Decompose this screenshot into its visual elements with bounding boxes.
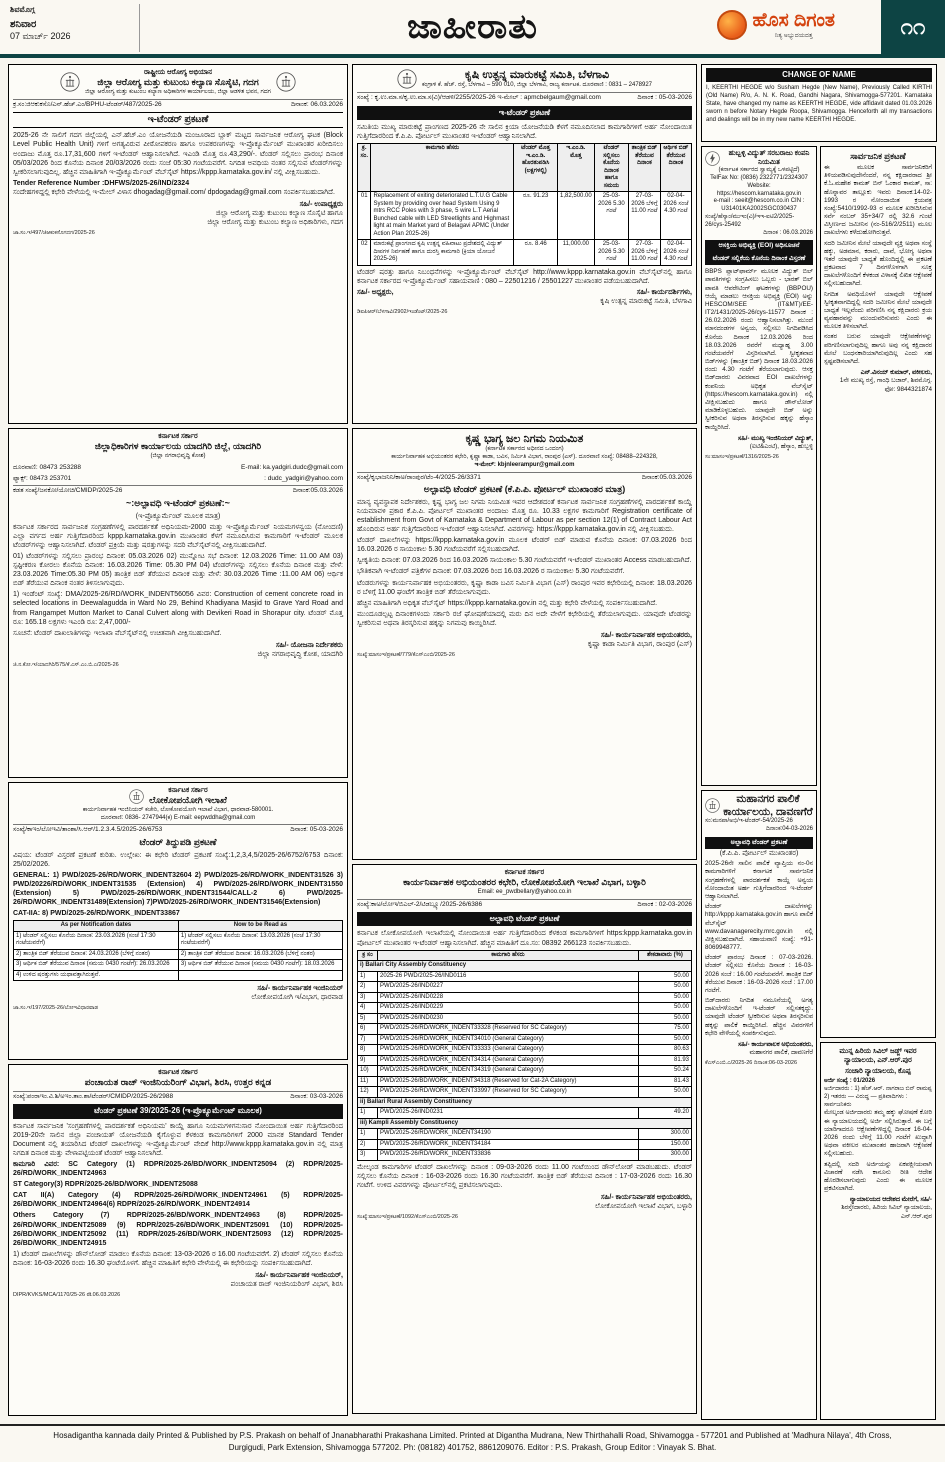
signature-line2: (ಐಟಿ&ಎಂಟಿ), ಹೆಸ್ಕಾಂ, ಹುಬ್ಬಳ್ಳಿ [749, 442, 813, 450]
correction-table [13, 920, 343, 981]
office-email: ಇ-ಮೇಲ್: kbjnleerampur@gmail.com [474, 461, 575, 468]
body-paragraph: ಸದರಿ ಜಮೀನಿನ ಮೇಲೆ ಯಾವುದೇ ವ್ಯಕ್ತಿ ಅಥವಾ ಸಂಸ್ಥೆ ಹಕ್ಕು, ಅಡಮಾನ, ಕರಾರು, ದಾವೆ, ಭೋಗ್ಯ ಅಥವಾ ಇತರೆ ಯಾವುದೇ ಬಾಧ್ಯತೆ ಹೊಂದಿದ್ದಲ್ಲಿ ಈ ಪ್ರಕಟಣೆ ಪ್ರಕಟವಾದ 7 ದಿನಗಳೊಳಗಾಗಿ ಸೂಕ್ತ ದಾಖಲೆಗಳೊಂದಿಗೆ ಕೆಳಕಂಡ ವಿಳಾಸಕ್ಕೆ ಲಿಖಿತ ಆಕ್ಷೇಪಣೆ ಸಲ್ಲಿಸಬಹುದಾಗಿದೆ. [824, 239, 932, 288]
signature-line2: ಜಿಲ್ಲಾ ಆರೋಗ್ಯ ಮತ್ತು ಕುಟುಂಬ ಕಲ್ಯಾಣ ಸೊಸೈಟಿ ಹಾಗೂ [215, 210, 343, 218]
karnataka-emblem-icon [276, 72, 296, 92]
office-contact: ದೂರವಾಣಿ: 0836- 2747944(ಕ) E-mail: eepwddha@gmail.com [100, 814, 256, 821]
signature-phone: ಫೋ: 9844321874 [884, 385, 932, 393]
tender-heading: ಅಲ್ಪಾವಧಿ ಟೆಂಡರ್ ಪ್ರಕಟಣೆ [357, 912, 692, 926]
tender-subheading: (ಇ-ಪ್ರೊಕ್ಯೂರ್ಮೆಂಟ್ ಮೂಲಕ ಮಾತ್ರ) [135, 512, 221, 520]
table-row: ii) Ballari Rural Assembly Constituency [358, 1097, 692, 1108]
email-cin: e-mail : seeit@hescom.co.in CIN : U31401KA2002SGC030437 [713, 198, 805, 213]
org-line: ಮಹಾನಗರ ಪಾಲಿಕೆ ಕಾರ್ಯಾಲಯ, ದಾವಣಗೆರೆ [723, 793, 813, 818]
body-paragraph: ಸ್ವೀಕೃತಿಯ ದಿನಾಂಕ: 07.03.2026 ರಿಂದ 16.03.2026 ಸಾಯಂಕಾಲ 5.30 ಗಂಟೆಯವರೆಗೆ ಇ-ಟೆಂಡರ್ ಮುಖಾಂತರ Access ಮಾಡಬಹುದಾಗಿದೆ. [357, 557, 692, 565]
table-row: 8) PWD/2025-26/RD/WORK_INDENT33333 (General Category) 80.63 [358, 1045, 692, 1056]
tender-heading: ಅಲ್ಪಾವಧಿ ಟೆಂಡರ್ ಪ್ರಕಟಣೆ (ಕೆ.ಪಿ.ಪಿ. ಪೋರ್ಟಲ್ ಮುಖಾಂತರ ಮಾತ್ರ) [423, 484, 626, 495]
body-paragraph: ಕರ್ನಾಟಕ ಸರ್ಕಾರದ ಸಾರ್ವಜನಿಕ ಸಂಗ್ರಹಣೆಗಳಲ್ಲಿ ಪಾರದರ್ಶಕತೆ ಅಧಿನಿಯಮ-2000 ಮತ್ತು ಇ-ಪ್ರೊಕ್ಯೂರ್ಮೆಂಟ್ ನಿಯಮಗಳನ್ವಯ (ನೋಂದಣಿ) ಎಲ್ಲಾ ವರ್ಗದ ಅರ್ಹ ಗುತ್ತಿಗೆದಾರರಿಂದ kppp.karnataka.gov.in ಮುಖಾಂತರ ಕೆಳಗೆ ನಮೂದಿಸಿರುವ ಕಾಮಗಾರಿಗೆ ಇ-ಟೆಂಡರ್ ಮೂಲಕ ಟೆಂಡರ್‌ಗಳನ್ನು ಆಹ್ವಾನಿಸಲಾಗಿದೆ. ಟೆಂಡರ್ ಪ್ರಕ್ರಿಯೆ ಮತ್ತು ಷರತ್ತುಗಳನ್ನು ಸದರಿ ವೆಬ್‌ಸೈಟ್‌ನಲ್ಲಿ ವೀಕ್ಷಿಸಬಹುದಾಗಿದೆ. [13, 523, 343, 549]
org-line: ಲೋಕೋಪಯೋಗಿ ಇಲಾಖೆ [149, 795, 227, 806]
ref-number: ಕಡತ ಸಂಖ್ಯೆ/ಜನಕೋ/ಯೋಚಿ/CMIDP/2025-26 [13, 487, 123, 495]
table-row: 6) PWD/2025-26/RD/WORK_INDENT33328 (Reserved for SC Category) 75.00 [358, 1024, 692, 1035]
signature-line2: ಕೃಷ್ಣಾ ಕಾಡಾ ನಿರ್ಮಿತಿ ವಿಭಾಗ, ರಾಂಪುರ (ಎಸ್) [587, 641, 692, 649]
ref-date: ದಿನಾಂಕ:04-03-2026 [765, 825, 813, 832]
body-paragraph: ಟೆಂಡರ್ ಪ್ರಾರಂಭ ದಿನಾಂಕ : 07-03-2026. ಟೆಂಡರ್ ಸಲ್ಲಿಸಲು ಕೊನೆಯ ದಿನಾಂಕ : 16-03-2026 ಸಂಜೆ : 16.00 ಗಂಟೆಯವರೆಗೆ. ತಾಂತ್ರಿಕ ಬಿಡ್ ತೆರೆಯುವ ದಿನಾಂಕ : 16-03-2026 ಸಂಜೆ : 17.00 ಗಂಟೆಗೆ. [705, 954, 813, 994]
org-line3: ಜಿಲ್ಲಾ ಆರೋಗ್ಯ ಮತ್ತು ಕುಟುಂಬ ಕಲ್ಯಾಣ ಅಧಿಕಾರಿಗಳ ಕಾರ್ಯಾಲಯ, ಜಿಲ್ಲಾ ಆಡಳಿತ ಭವನ, ಗದಗ [85, 88, 271, 95]
works-table [357, 950, 692, 1161]
body-paragraph: ಕರ್ನಾಟಕ ಸಾರ್ವಜನಿಕ 'ಸಂಗ್ರಹಣೆಗಳಲ್ಲಿ ಪಾರದರ್ಶಕತೆ ಅಧಿನಿಯಮ' ಕಾಯ್ದೆ ಹಾಗೂ ನಿಯಮಗಳಿಗನುಸಾರ ನೋಂದಾಯಿತ ಅರ್ಹ ಗುತ್ತಿಗೆದಾರರಿಂದ 2019-20ನೇ ಸಾಲಿನ ಜಿಲ್ಲಾ ಪಂಚಾಯತ್ ಯೋಜನೆಯಡಿ ಕೈಗೊಳ್ಳುವ ಕೆಳಕಂಡ ಕಾಮಗಾರಿಗಳಿಗೆ 2000 ಮಾನಕ Standard Tender Document ನಲ್ಲಿ ತಯಾರಿಸಿದ ಟೆಂಡರ್ ದಾಖಲೆಗಳನ್ನು ಇ-ಪ್ರೊಕ್ಯೂರ್ಮೆಂಟ್ ವೇದಿಕೆ http://www.kppp.karnataka.gov.in ನಲ್ಲಿ ಮಾತ್ರ ನಿಗದಿತ ದಿನಾಂಕ ಮತ್ತು ವೇಳಾಪಟ್ಟಿಯಂತೆ ಟೆಂಡರ್ ಆಹ್ವಾನಿಸಲಾಗಿದೆ. [13, 1122, 343, 1157]
column-header: ಇ.ಎಂ.ಡಿ. ಮೊತ್ತ [557, 144, 594, 192]
column-header: ಕ್ರ ಸಂ [358, 950, 378, 961]
sun-logo-icon [717, 10, 747, 40]
body-paragraph: ಹೆಚ್ಚಿನ ಮಾಹಿತಿಗಾಗಿ ಅಧಿಕೃತ ವೆಬ್‌ಸೈಟ್ https://kppp.karnataka.gov.in ನಲ್ಲಿ ಮತ್ತು ಕಛೇರಿ ವೇಳೆಯಲ್ಲಿ ಸಂಪರ್ಕಿಸಬಹುದಾಗಿದೆ. [357, 599, 658, 607]
schedule-paragraph: 1) ಟೆಂಡರ್ ದಾಖಲೆಗಳನ್ನು ಡೌನ್‌ಲೋಡ್ ಮಾಡಲು ಕೊನೆಯ ದಿನಾಂಕ: 13-03-2026 ರ 16.00 ಗಂಟೆಯವರೆಗೆ. 2) ಟೆಂಡರ್ ಸಲ್ಲಿಸಲು ಕೊನೆಯ ದಿನಾಂಕ: 16-03-2026 ರಂದು 16.30 ಘಂಟೆಯೊಳಗೆ. ಹೆಚ್ಚಿನ ಮಾಹಿತಿಗೆ ಕಛೇರಿ ವೇಳೆಯಲ್ಲಿ ಈ ಕಛೇರಿಯನ್ನು ಸಂಪರ್ಕಿಸಬಹುದಾಗಿದೆ. [13, 1250, 343, 1267]
body-text [13, 523, 343, 638]
body-paragraph: 1) ಇಂಡೆಂಟ್ ಸಂಖ್ಯೆ: DMA/2025-26/RD/WORK_INDENT56056 ವಿವರ: Construction of cement concrete road in selected locations in Deewalagudda in Ward No 29, Behind Khadiyana Masjid to Grave Yard Road and from Rangampet Mutton Market to Canal Culvert along with Devikeri Road in Shorapur city. ಟೆಂಡರ್ ಮೊತ್ತ ರೂ: 165.18 ಲಕ್ಷಗಳು ಇಎಂಡಿ ರೂ: 2,47,000/- [13, 591, 343, 626]
signature-line1: ಸಹಿ/- ಕಾರ್ಯಪಾಲಕ ಅಭಿಯಂತರರು, [738, 1040, 813, 1048]
advert-ref: ಜಾ.ಸಂ.ಇ/497/ಜಿಆಕುಕಸೊಗದಗ/2025-26 [13, 230, 95, 237]
table-row: 3) ಆರ್ಥಿಕ ಬಿಡ್ ತೆರೆಯುವ ದಿನಾಂಕ (ಸಮಯ 0430 ಗಂಟೆಗೆ): 26.03.2026 3) ಆರ್ಥಿಕ ಬಿಡ್ ತೆರೆಯುವ ದಿನಾಂಕ (ಸಮಯ 0430 ಗಂಟೆಗೆ): 18.03.2026 [14, 960, 343, 971]
tender-heading: ಇ-ಟೆಂಡರ್ ಪ್ರಕಟಣೆ [357, 106, 692, 120]
body-paragraph: ಮುಂದೂಡಲ್ಪಟ್ಟ ದಿನಾಂಕಗಳಂದು ಸರ್ಕಾರಿ ರಜೆ ಘೋಷಣೆಯಾದಲ್ಲಿ ಮರು ದಿನ ಅದೇ ವೇಳೆಗೆ ಕಛೇರಿಯಲ್ಲಿ ತೆರೆಯಲಾಗುವುದು. ಯಾವುದೇ ಟೆಂಡರನ್ನು ಸ್ವೀಕರಿಸುವ ಅಥವಾ ತಿರಸ್ಕರಿಸುವ ಹಕ್ಕನ್ನು ನಿಗಮವು ಕಾಯ್ದಿರಿಸಿದೆ. [357, 610, 692, 627]
intro-paragraph: ವಿಷಯ: ಟೆಂಡರ್ ವಿಸ್ತರಣೆ ಪ್ರಕಟಣೆ ಕುರಿತು. ಉಲ್ಲೇಖ: ಈ ಕಛೇರಿ ಟೆಂಡರ್ ಪ್ರಕಟಣೆ ಸಂಖ್ಯೆ:1,2,3,4,5/2025-26/6752/6753 ದಿನಾಂಕ: 25/02/2026. [13, 851, 343, 868]
body-paragraph: ಬಿಡ್‌ದಾರರು ನಿಗದಿತ ನಮೂನೆಯಲ್ಲಿ ಅಗತ್ಯ ದಾಖಲೆಗಳೊಂದಿಗೆ ಇ-ಟೆಂಡರ್ ಸಲ್ಲಿಸತಕ್ಕದ್ದು. ಯಾವುದೇ ಟೆಂಡರ್ ಸ್ವೀಕರಿಸುವ ಅಥವಾ ತಿರಸ್ಕರಿಸುವ ಹಕ್ಕನ್ನು ಪಾಲಿಕೆ ಕಾಯ್ದಿರಿಸಿದೆ. ಹೆಚ್ಚಿನ ವಿವರಗಳಿಗೆ ಕಛೇರಿ ವೇಳೆಯಲ್ಲಿ ಸಂಪರ್ಕಿಸುವುದು. [705, 997, 813, 1037]
body-paragraph: ಟೆಂಡರ್ ದಾಖಲೆಗಳನ್ನು https://kppp.karnataka.gov.in ಮೂಲಕ ಟೆಂಡರ್ ಬಿಡ್ ಮಾಡುವ ಕೊನೆಯ ದಿನಾಂಕ: 07.03.2026 ರಿಂದ 16.03.2026 ರ ಸಾಯಂಕಾಲ 5.30 ಗಂಟೆಯವರೆಗೆ ಸಲ್ಲಿಸಬಹುದಾಗಿದೆ. [357, 537, 692, 554]
org-sub: (ಜಿಲ್ಲಾ ನಗರಾಭಿವೃದ್ಧಿ ಕೋಶ) [150, 452, 206, 459]
signature-line1: ಸಹಿ/- ಕಾರ್ಯನಿರ್ವಾಹಕ ಇಂಜಿನಿಯರ್, [255, 1272, 343, 1280]
brand-tagline: ನಿತ್ಯ ಅಭ್ಯುದಯದತ್ತ [774, 33, 813, 39]
table-row: iii) Kampli Assembly Constituency [358, 1118, 692, 1129]
ref-date: ದಿನಾಂಕ : 02-03-2026 [637, 900, 692, 908]
body-paragraph: ಟೆಂಡರುಗಳನ್ನು ಕಾರ್ಯನಿರ್ವಾಹಕ ಅಭಿಯಂತರರು, ಕೃಷ್ಣಾ ಕಾಡಾ ಬವಿಸ ನಿರ್ಮಿತಿ ವಿಭಾಗ (ಎಸ್) ರಾಂಪುರ ಇವರ ಕಛೇರಿಯಲ್ಲಿ ದಿನಾಂಕ: 18.03.2026 ರ ಬೆಳಿಗ್ಗೆ 11.00 ಘಂಟೆಗೆ ತಾಂತ್ರಿಕ ಬಿಡ್ ತೆರೆಯಲಾಗುವುದು. [357, 579, 692, 596]
ref-date: ದಿನಾಂಕ : 06.03.2026 [763, 229, 813, 236]
tender-subheading: (ಕೆ.ಪಿ.ಪಿ. ಪೋರ್ಟಲ್ ಮುಖಾಂತರ) [719, 850, 799, 858]
body-paragraph: BBPS ಪ್ಲಾಟ್‌ಫಾರ್ಮ್ ಮೂಲಕ ವಿದ್ಯುತ್ ಬಿಲ್ ಪಾವತಿಗಳನ್ನು ಸಂಗ್ರಹಿಸಲು ಒಬ್ಬರು - ಭಾರತ್ ಬಿಲ್ ಪಾವತಿ ಆಪರೇಟಿಂಗ್ ಘಟಕಗಳನ್ನು (BBPOU) ಆಯ್ಕೆ ಮಾಡಲು ಆಸಕ್ತಿಯ ಅಭಿವ್ಯಕ್ತಿ (EOI) ಅನ್ನು HESCOM/SEE (IT&MT)/EE-IT2/1431/2025-26/cys-11577 ದಿನಾಂಕ : 26.02.2026 ರಂದು ಆಹ್ವಾನಿಸಲಾಗಿತ್ತು. ಮುಂದೆ ಮಾನದಂಡಗಳ ಅನ್ವಯ, ಸಲ್ಲಿಸಲು ನಿಗದಿಪಡಿಸಿದ ಕೊನೆಯ ದಿನಾಂಕ 12.03.2026 ರಿಂದ 18.03.2026 ರವರೆಗೆ ಮಧ್ಯಾಹ್ನ 3.00 ಗಂಟೆಯವರೆಗೆ ವಿಸ್ತರಿಸಲಾಗಿದೆ. ಸ್ವೀಕೃತವಾದ ಬಿಡ್‌ಗಳನ್ನು (ತಾಂತ್ರಿಕ ಬಿಡ್) ದಿನಾಂಕ 18.03.2026 ರಂದು 4.30 ಗಂಟೆಗೆ ತೆರೆಯಲಾಗುವುದು. ಆಸಕ್ತ ಬಿಡ್‌ದಾರರು ವಿವರವಾದ EOI ದಾಖಲೆಗಳನ್ನು ಕಂಪನಿಯ ಅಧಿಕೃತ ವೆಬ್‌ಸೈಟ್ (https://hescom.karnataka.gov.in) ನಲ್ಲಿ ವೀಕ್ಷಿಸಬಹುದು ಹಾಗೂ ಡೌನ್‌ಲೋಡ್ ಮಾಡಿಕೊಳ್ಳಬಹುದು. ಯಾವುದೇ ಬಿಡ್ ಅನ್ನು ಸ್ವೀಕರಿಸುವ ಅಥವಾ ತಿರಸ್ಕರಿಸುವ ಹಕ್ಕನ್ನು ಹೆಸ್ಕಾಂ ಕಾಯ್ದಿರಿಸಿದೆ. [705, 268, 813, 431]
ref-number: ಸಂಖ್ಯೆ/ಕಾಇಂ/ಲೋಇವಿ/ತಾಂಶಾ/ಸಿ.ಆರ್/1.2.3.4.5/2025-26/6753 [13, 826, 163, 834]
edition-date: 07 ಮಾರ್ಚ್ 2026 [10, 31, 71, 41]
table-row: 1) PWD/2025-26/IND0231 49.20 [358, 1108, 692, 1119]
phone: ದೂರವಾಣಿ: 08473 253288 [13, 463, 82, 471]
apmc-emblem-icon [397, 69, 417, 89]
right-subcolumn-right [820, 146, 936, 1424]
column-header: ಶೇಕಡಾವಾರು (%) [638, 950, 691, 961]
note-paragraph: ಟೆಂಡರ್ ಷರತ್ತು ಹಾಗೂ ನಿಬಂಧನೆಗಳನ್ನು ಇ-ಪ್ರೊಕ್ಯೂರ್ಮೆಂಟ್ ವೆಬ್‌ಸೈಟ್ http://www.kppp.karnataka.gov.in ವೆಬ್‌ಸೈಟ್‌ನಲ್ಲಿ ಹಾಗೂ ಕರ್ನಾಟಕ ಸರ್ಕಾರದ ಇ-ಪ್ರೊಕ್ಯೂರ್ಮೆಂಟ್ ಸಹಾಯವಾಣಿ : 080 – 22501216 / 25501227 ಮುಖಾಂತರ ಪಡೆಯಬಹುದಾಗಿದೆ. [357, 268, 692, 285]
advert-ref: ಡಿಐಪಿಆರ್/ಬೆಳಗಾವಿ/2902/ಇಂಡೆಂಟ್/2025-26 [357, 308, 448, 315]
eoi-heading-line1: ಆಸಕ್ತಿಯ ಅಭಿವ್ಯಕ್ತಿ (EOI) ಅಧಿಸೂಚನೆ [705, 240, 813, 252]
case-parties: ಅರ್ಜಿದಾರರು : 1) ಹೆಚ್.ಆರ್. ನಾಗರಾಜ ಬಿನ್ ರಾಮಪ್ಪ 2) ಇತರರು — ವಿರುದ್ಧ — ಪ್ರತಿವಾದಿಗಳು : ಸಾರ್ವಜನಿಕರು [824, 1086, 932, 1108]
table-row: 01 Replacement of exiting deteriorated L.T.U.G Cable System by providing over head System Using 9 mtrs RCC Poles with 3 phase, 5 wire L.T Aerial Bunched cable with LED Streetlights and Highmast light at main Market yard of Belagavi APMC (Under Action Plan 2025-26) ರೂ. 91.23 1,82,500.00 25-03-2026 5.30 ಗಂಟೆ 27-03-2026 ಬೆಳಿಗ್ಗೆ 11.00 ಗಂಟೆ 02-04-2026 ಸಂಜೆ 4.30 ಗಂಟೆ [358, 192, 692, 240]
body-text [824, 164, 932, 366]
tender-heading: ಅಲ್ಪಾವಧಿ ಟೆಂಡರ್ ಪ್ರಕಟಣೆ [705, 837, 813, 849]
signature-line1: ಸಹಿ/- ಉಪಾಧ್ಯಕ್ಷರು [299, 201, 343, 209]
st-category-indents: ST Category(3) RDPR/2025-26/BD/WORK_INDENT25088 [13, 1181, 198, 1189]
body-paragraph: ನಂತರ ಬರುವ ಯಾವುದೇ ಆಕ್ಷೇಪಣೆಗಳನ್ನು ಪರಿಗಣಿಸಲಾಗುವುದಿಲ್ಲ ಹಾಗೂ ಅವು ನನ್ನ ಕಕ್ಷಿದಾರರ ಮೇಲೆ ಬಂಧನಕಾರಿಯಾಗಿರುವುದಿಲ್ಲ ಎಂದು ಸಹ ಸ್ಪಷ್ಟಪಡಿಸಲಾಗಿದೆ. [824, 333, 932, 365]
office-address: ಕಂಗ್ರಾಳಿ ಕೆ. ಹೆಚ್. ರಸ್ತೆ, ಬೆಳಗಾವಿ – 590 010, ಜಿಲ್ಲಾ ಬೆಳಗಾವಿ, ರಾಜ್ಯ ಕರ್ನಾಟಕ. ದೂರವಾಣಿ : 0831 – 2478927 [421, 82, 653, 89]
page-number: ೧೧ [900, 14, 926, 39]
signature-org: ಕೃಷಿ ಉತ್ಪನ್ನ ಮಾರುಕಟ್ಟೆ ಸಮಿತಿ, ಬೆಳಗಾವಿ [600, 297, 692, 305]
works-table [357, 143, 692, 266]
intro-paragraph: ಕರ್ನಾಟಕ ಲೋಕೋಪಯೋಗಿ ಇಲಾಖೆಯಲ್ಲಿ ನೋಂದಾಯಿತ ಅರ್ಹ ಗುತ್ತಿಗೆದಾರರಿಂದ ಕೆಳಕಂಡ ಕಾಮಗಾರಿಗಳಿಗೆ https:kppp.karnataka.gov.in ಪೋರ್ಟಲ್ ಮುಖಾಂತರ ಇ-ಟೆಂಡರ್ ಆಹ್ವಾನಿಸಲಾಗಿದೆ. ಹೆಚ್ಚಿನ ಮಾಹಿತಿಗೆ ದೂ.ಸಂ: 08392 266123 ಸಂಪರ್ಕಿಸಬಹುದು. [357, 930, 692, 947]
ref-number: ಸಂ:ಮನಪಾ/ಅಭಿ/ಇ-ಟೆಂಡರ್-54/2025-26 [705, 818, 793, 825]
case-number: ಅರ್ಜಿ ಸಂಖ್ಯೆ : 01/2026 [824, 1078, 876, 1085]
website: Website: https://hescom.karnataka.gov.in [716, 182, 802, 197]
sc-category-indents: ಕಾಮಗಾರಿ ವಿವರ: SC Category (1) RDPR/2025-26/BD/WORK_INDENT25094 (2) RDPR/2025-26/RD/WORK_INDENT24963 [13, 1160, 343, 1178]
table-row: 3) PWD/2025-26/RD/WORK_INDENT33836 300.00 [358, 1150, 692, 1161]
email-note: ಸಂದೇಹಗಳಿದ್ದಲ್ಲಿ ಕಛೇರಿ ವೇಳೆಯಲ್ಲಿ ಇ-ಮೇಲ್ ವಿಳಾಸ dhogadag@gmail.com/ dpdogadag@gmail.com ಸಂಪರ್ಕಿಸಬಹುದಾಗಿದೆ. [13, 188, 335, 196]
table-row: 10) PWD/2025-26/RD/WORK_INDENT34319 (General Category) 50.24 [358, 1066, 692, 1077]
hescom-logo-icon [705, 151, 720, 166]
govt-emblem-icon [129, 789, 144, 804]
body-paragraph: 01) ಟೆಂಡರ್‌ಗಳನ್ನು ಸಲ್ಲಿಸಲು ಪ್ರಾರಂಭ ದಿನಾಂಕ: 05.03.2026 02) ಮುನ್ನೋಟ ಸಭೆ ದಿನಾಂಕ: 12.03.2026 Time: 11.00 AM 03) ಸ್ಪಷ್ಟೀಕರಣ ಕೋರಲು ಕೊನೆಯ ದಿನಾಂಕ: 16.03.2026 Time: 05.30 PM 04) ಟೆಂಡರ್‌ಗಳನ್ನು ಸಲ್ಲಿಸಲು ಕೊನೆಯ ದಿನಾಂಕ ಮತ್ತು ವೇಳೆ: 23.03.2026 Time:05.30 PM 05) ತಾಂತ್ರಿಕ ಬಿಡ್ ತೆರೆಯುವ ದಿನಾಂಕ ಮತ್ತು ವೇಳೆ: 30.03.2026 Time :11.00 AM 06) ಆರ್ಥಿಕ ಬಿಡ್ ತೆರೆಯುವ ದಿನಾಂಕ ನಂತರ ತಿಳಿಸಲಾಗುವುದು. [13, 552, 343, 588]
body-paragraph: ಮೇಲ್ಕಂಡ ಅರ್ಜಿದಾರರು ತಮ್ಮ ಹಕ್ಕು ಘೋಷಣೆ ಕೋರಿ ಈ ನ್ಯಾಯಾಲಯದಲ್ಲಿ ಅರ್ಜಿ ಸಲ್ಲಿಸಿರುತ್ತಾರೆ. ಈ ಬಗ್ಗೆ ಯಾರಿಗಾದರೂ ಆಕ್ಷೇಪಣೆಗಳಿದ್ದಲ್ಲಿ ದಿನಾಂಕ 16-04-2026 ರಂದು ಬೆಳಿಗ್ಗೆ 11.00 ಗಂಟೆಗೆ ಖುದ್ದಾಗಿ ಅಥವಾ ವಕೀಲರ ಮುಖಾಂತರ ಹಾಜರಾಗಿ ಆಕ್ಷೇಪಣೆ ಸಲ್ಲಿಸಬಹುದು. [824, 1109, 932, 1158]
ref-number: ಸಂಖ್ಯೆ/ಕೃಭಾಜನಿನಿ/ಕಾಅ/ರಾಂಪುರ/ಟೆಂ-4/2025-26/3371 [357, 473, 481, 481]
org-line: ಪಂಚಾಯತ ರಾಜ್ ಇಂಜಿನಿಯರಿಂಗ್ ವಿಭಾಗ, ಶಿರಸಿ, ಉತ್ತರ ಕನ್ನಡ [84, 1077, 272, 1088]
org-line: ಜಿಲ್ಲಾಧಿಕಾರಿಗಳ ಕಾರ್ಯಾಲಯ ಯಾದಗಿರಿ ಜಿಲ್ಲೆ, ಯಾದಗಿರಿ [94, 441, 262, 452]
schedule-paragraph: ಮೇಲ್ಕಂಡ ಕಾಮಗಾರಿಗಳ ಟೆಂಡರ್ ದಾಖಲೆಗಳನ್ನು ದಿನಾಂಕ : 09-03-2026 ರಂದು 11.00 ಗಂಟೆಯಿಂದ ಡೌನ್‌ಲೋಡ್ ಮಾಡಬಹುದು. ಟೆಂಡರ್ ಸಲ್ಲಿಸಲು ಕೊನೆಯ ದಿನಾಂಕ : 16-03-2026 ರಂದು 16.30 ಗಂಟೆಯವರೆಗೆ. ತಾಂತ್ರಿಕ ಬಿಡ್ ತೆರೆಯುವ ದಿನಾಂಕ : 17-03-2026 ರಂದು 16.30 ಗಂಟೆಗೆ. ಉಳಿದ ವಿವರಗಳನ್ನು ಪೋರ್ಟಲ್‌ನಲ್ಲಿ ಪ್ರಕಟಿಸಲಾಗುವುದು. [357, 1163, 692, 1189]
office-address: ಕಾರ್ಯನಿರ್ವಾಹಕ ಇಂಜಿನಿಯರ್ ಕಚೇರಿ, ಲೋಕೋಪಯೋಗಿ ಇಲಾಖೆ ವಿಭಾಗ, ಧಾರವಾಡ-580001. [82, 806, 274, 813]
signature-line2: ಲೋಕೋಪಯೋಗಿ ಇಲಾಖೆ ವಿಭಾಗ, ಬಳ್ಳಾರಿ [594, 1202, 692, 1210]
body-paragraph: ಮಾನ್ಯ ವ್ಯವಸ್ಥಾಪಕ ನಿರ್ದೇಶಕರು, ಕೃಷ್ಣ ಭಾಗ್ಯ ಜಲ ನಿಗಮ ನಿಯಮಿತ ಇವರ ಆದೇಶದಂತೆ ಕರ್ನಾಟಕ ಸಾರ್ವಜನಿಕ ಸಂಗ್ರಹಣೆಗಳಲ್ಲಿ ಪಾರದರ್ಶಕತೆ ಕಾಯ್ದೆ ನಿಯಮಾವಳಿ ಪ್ರಕಾರ ಕೆ.ಪಿ.ಪಿ. ಪೋರ್ಟಲ್ ಮುಖಾಂತರ ಅಂದಾಜು ಮೊತ್ತ ರೂ. 10.33 ಲಕ್ಷಗಳ ಕಾಮಗಾರಿಗೆ Registration certificate of establishment from Govt of Karnataka & Department of Labour as per section 12(1) of Contract Labour Act ಹೊಂದಿರುವ ಅರ್ಹ ಗುತ್ತಿಗೆದಾರರಿಂದ ಇ-ಟೆಂಡರ್ ಆಹ್ವಾನಿಸಲಾಗಿದೆ. ವಿವರಗಳನ್ನು https://kppp.karnataka.gov.in ನಲ್ಲಿ ವೀಕ್ಷಿಸಬಹುದು. [357, 498, 692, 534]
signature-right: ಸಹಿ/- ಕಾರ್ಯದರ್ಶಿಗಳು, [636, 288, 692, 296]
tender-heading: ಇ-ಟೆಂಡರ್ ಪ್ರಕಟಣೆ [13, 112, 343, 128]
table-row: 12) PWD/2025-26/RD/WORK_INDENT33997 (Reserved for SC Category) 50.00 [358, 1087, 692, 1098]
column-header: ಆರ್ಥಿಕ ಬಿಡ್ ತೆರೆಯುವ ದಿನಾಂಕ [660, 144, 691, 192]
body-paragraph: ಟೆಂಡರ್ ದಾಖಲೆಗಳನ್ನು http://kppp.karnataka.gov.in ಹಾಗೂ ಪಾಲಿಕೆ ವೆಬ್‌ಸೈಟ್ www.davanagerecity.mrc.gov.in ನಲ್ಲಿ ವೀಕ್ಷಿಸಬಹುದಾಗಿದೆ. ಸಹಾಯವಾಣಿ ಸಂಖ್ಯೆ: +91-8069948777. [705, 903, 813, 952]
ad-hescom-eoi [701, 146, 817, 786]
body-paragraph: ಸೂಚನೆ: ಟೆಂಡರ್ ದಾಖಲಾತಿಗಳನ್ನು ಇಲಾಖಾ ವೆಬ್‌ಸೈಟ್‌ನಲ್ಲಿ ಉಚಿತವಾಗಿ ವೀಕ್ಷಿಸಬಹುದಾಗಿದೆ. [13, 629, 222, 637]
ref-date: ದಿನಾಂಕ: 05-03-2026 [290, 826, 343, 834]
org-line2: ಜಿಲ್ಲಾ ಆರೋಗ್ಯ ಮತ್ತು ಕುಟುಂಬ ಕಲ್ಯಾಣ ಸೊಸೈಟಿ, ಗದಗ [97, 77, 259, 88]
ref-date: ದಿನಾಂಕ:05.03.2026 [292, 487, 343, 495]
table-row: 11) PWD/2025-26/BD/WORK_INDENT34318 (Reserved for Cat-2A Category) 81.43 [358, 1076, 692, 1087]
edition-city: ಶಿವಮೊಗ್ಗ [10, 5, 35, 14]
signature-line3: ಜಿಲ್ಲಾ ಆರೋಗ್ಯ ಮತ್ತು ಕುಟುಂಬ ಕಲ್ಯಾಣ ಅಧಿಕಾರಿಗಳು, ಗದಗ [207, 219, 343, 227]
signature-line1: ಸಹಿ/- ಕಾರ್ಯನಿರ್ವಾಹಕ ಇಂಜಿನಿಯರ್ [257, 985, 343, 993]
signature-left: ಸಹಿ/- ಅಧ್ಯಕ್ಷರು, [357, 288, 394, 296]
org-line: ಕೃಷಿ ಉತ್ಪನ್ನ ಮಾರುಕಟ್ಟೆ ಸಮಿತಿ, ಬೆಳಗಾವಿ [464, 69, 610, 81]
court-title-line1: ಮುನ್ನ ಹಿರಿಯ ಸಿವಿಲ್ ಜಡ್ಜ್ ಇವರ ನ್ಯಾಯಾಲಯ, ಎನ್.ಆರ್.ಪುರ [839, 1048, 917, 1065]
body-text [357, 498, 692, 628]
column-left [8, 64, 348, 1420]
body-paragraph: ಭೌತಿಕವಾಗಿ ಇ-ಟೆಂಡರ್ ಪತ್ರಿಕೆಗಳ ದಿನಾಂಕ: 07.03.2026 ರಿಂದ 16.03.2026 ರ ಸಾಯಂಕಾಲ 5.30 ಗಂಟೆಯವರೆಗೆ. [357, 568, 625, 576]
signature-line2: ಪಂಚಾಯತ ರಾಜ್ ಇಂಜಿನಿಯರಿಂಗ್ ವಿಭಾಗ, ಶಿರಸಿ [230, 1281, 343, 1289]
column-header: ಕ್ರ. ಸಂ. [358, 144, 371, 192]
ref-number: ಸಂಖ್ಯೆ : ಕೃ.ಉ.ಮಾ.ಸ/ಕೃ.ಉ.ಮಾ.ಸ(ವಿ)/ಆಡಳಿ/2255/2025-26 ಇ-ಮೇಲ್ : apmcbelgaum@gmail.com [357, 94, 601, 102]
others-category-indents: Others Category (7) RDPR/2025-26/BD/WORK_INDENT24963 (8) RDPR/2025-26/RD/WORK_INDENT25089 (9) RDPR/2025-26/BD/WORK_INDENT25091 (10) RDPR/2025-26/BD/WORK_INDENT25092 (11) RDPR/2025-26/BD/WORK_INDENT25093 (12) RDPR/2025-26/BD/WORK_INDENT24915 [13, 1212, 343, 1247]
table-row: 2) PWD/2025-26/RD/WORK_INDENT34184 150.00 [358, 1139, 692, 1150]
right-subcolumn-left [701, 146, 817, 1424]
body-paragraph: ಈ ಮೂಲಕ ಸಾರ್ವಜನಿಕರಿಗೆ ತಿಳಿಯಪಡಿಸುವುದೇನೆಂದರೆ, ನನ್ನ ಕಕ್ಷಿದಾರರಾದ ಶ್ರೀ ಕೆ.ಓ.ಮಹೇಶ ಕಾಮತ್ ಬಿನ್ ಓಂಕಾರ ಕಾಮತ್, ಸಾ: ಹೊನ್ನಾವರ ತಾಲ್ಲೂಕು ಇವರು ದಿನಾಂಕ:14-02-1993 ರ ನೋಂದಾಯಿತ ಕ್ರಯಪತ್ರ ಸಂಖ್ಯೆ:5410/1992-93 ರ ಮೂಲಕ ಖರೀದಿಸಿರುವ ಸರ್ವೆ ನಂಬರ್ 35+34/7 ರಲ್ಲಿ 32.6 ಗುಂಟೆ ವಿಸ್ತೀರ್ಣದ ಜಮೀನಿನ (ನಂ-516/2/2511) ಮೂಲ ದಾಖಲೆಗಳು ಕಳೆದುಹೋಗಿರುತ್ತವೆ. [824, 164, 932, 237]
org-line: ಕಾರ್ಯನಿರ್ವಾಹಕ ಅಭಿಯಂತರರ ಕಛೇರಿ, ಲೋಕೋಪಯೋಗಿ ಇಲಾಖೆ ವಿಭಾಗ, ಬಳ್ಳಾರಿ [403, 877, 646, 888]
column-header: ತಾಂತ್ರಿಕ ಬಿಡ್ ತೆರೆಯುವ ದಿನಾಂಕ [629, 144, 661, 192]
ad-kbjnl-tender [352, 428, 697, 860]
ad-apmc-belgaum-tender [352, 64, 697, 424]
table-row: 2) ತಾಂತ್ರಿಕ ಬಿಡ್ ತೆರೆಯುವ ದಿನಾಂಕ: 24.03.2026 (ಬೆಳಿಗ್ಗೆ ನಂತರ) 2) ತಾಂತ್ರಿಕ ಬಿಡ್ ತೆರೆಯುವ ದಿನಾಂಕ: 16.03.2026 (ಬೆಳಿಗ್ಗೆ ನಂತರ) [14, 949, 343, 960]
org-line: ಹುಬ್ಬಳ್ಳಿ ವಿದ್ಯುತ್ ಸರಬರಾಜು ಕಂಪನಿ ನಿಯಮಿತ [728, 150, 810, 167]
table-row: 4) PWD/2025-26/IND0229 50.00 [358, 1003, 692, 1014]
ad-davanagere-corporation-tender [701, 790, 817, 1420]
ref-number: ಸಂಖ್ಯೆ:ಪಂರಾಇಂ.ವಿ.ಶಿ/ಅಇಂ.ತಾಂ.ಶಾ/ಟೆಂಡರ್/CMIDP/2025-26/2988 [13, 1092, 174, 1100]
column-right [701, 64, 937, 1424]
ad-panchayat-raj-tender [8, 1064, 348, 1416]
office-email: Email: ee_pwdbellary@yahoo.co.in [477, 888, 572, 895]
brand-name: ಹೊಸ ದಿಗಂತ [752, 10, 835, 31]
tender-heading: ಟೆಂಡರ್ ಪ್ರಕಟಣೆ 39/2025-26 (ಇ-ಪ್ರೊಕ್ಯೂರ್ಮೆಂಟ್ ಮೂಲಕ) [13, 1104, 343, 1118]
ref-date: ದಿನಾಂಕ:05.03.2026 [641, 473, 692, 481]
signature-line1: ಎನ್.ವಿನಯ್ ಕುಮಾರ್, ವಕೀಲರು, [860, 369, 932, 377]
body-paragraph: ತಪ್ಪಿದಲ್ಲಿ ಸದರಿ ಅರ್ಜಿಯನ್ನು ಏಕಪಕ್ಷೀಯವಾಗಿ ವಿಚಾರಣೆ ನಡೆಸಿ ಕಾನೂನು ರೀತಿ ಆದೇಶ ಹೊರಡಿಸಲಾಗುವುದು ಎಂದು ಈ ಮೂಲಕ ಪ್ರಕಟಿಸಲಾಗಿದೆ. [824, 1160, 932, 1193]
right-subcolumns [701, 146, 937, 1424]
general-indents: GENERAL: 1) PWD/2025-26/RD/WORK_INDENT32604 2) PWD/2025-26/RD/WORK_INDENT31526 3) PWD/20226/RD/WORK_INDENT31535 (Extension) 4) PWD/2025-26/RD/WORK_INDENT31550 (Extension) 5) PWD/2025-26/RD/WORK_INDENT31544/CALL-2 6) PWD/2025-26/RD/WORK_INDENT31489(Extension) 7)PWD/2025-26/RD/WORK_INDENT31546(Extension) [13, 871, 343, 906]
ad-pwd-dharwad-corrigendum [8, 782, 348, 1060]
advert-ref: ಸಂಖ್ಯೆ:ಮಾಸಂಇ/ಪ್ರಕಟಣೆ/1092/ಕೆಎಸ್ಎಂಬಿ/2025-26 [357, 1214, 458, 1221]
brand-logo [717, 10, 835, 40]
signature-line1: ಸಹಿ/- ಯೋಜನಾ ನಿರ್ದೇಶಕರು [275, 641, 343, 649]
notice-title: ಸಾರ್ವಜನಿಕ ಪ್ರಕಟಣೆ [850, 151, 906, 161]
advert-ref: ಕೆಎಸ್ಎಂಬಿ.ಎ/2025-26 ದಿನಾಂಕ:06-03-2026 [705, 1060, 798, 1067]
advert-ref: ಸಂ:ಮಾಸಂಇ/ಪ್ರಕಟಣೆ/1316/2025-26 [705, 454, 779, 461]
column-header: ಟೆಂಡರ್ ಮೊತ್ತ ಇ.ಎಂ.ಡಿ. ಹೊರತುಪಡಿಸಿ (ಲಕ್ಷಗಳಲ್ಲಿ) [514, 144, 558, 192]
column-header: ಕಾಮಗಾರಿ ಹೆಸರು [371, 144, 514, 192]
page-number-badge [881, 0, 945, 54]
telfax: TelFax No: (0836) 2322771/2324307 [710, 174, 808, 181]
org-line1: ರಾಷ್ಟ್ರೀಯ ಆರೋಗ್ಯ ಅಭಿಯಾನ [143, 69, 213, 76]
advert-ref: ಜಾ.ಸಂ.ಇ/197/2025-26/ಲೋಇವಿಧಾರವಾಡ [13, 1005, 98, 1012]
signature-line2: ಮಹಾನಗರ ಪಾಲಿಕೆ, ದಾವಣಗೆರೆ [749, 1049, 813, 1057]
tender-heading: ~:ಅಲ್ಪಾವಧಿ ಇ-ಟೆಂಡರ್ ಪ್ರಕಟಣೆ:~ [126, 497, 230, 508]
signature-line2: ಶಿರಸ್ತೇದಾರರು, ಹಿರಿಯ ಸಿವಿಲ್ ನ್ಯಾಯಾಲಯ, ಎನ್.ಆರ್.ಪುರ [841, 1204, 932, 1220]
gov-line: ಕರ್ನಾಟಕ ಸರ್ಕಾರ [168, 787, 208, 794]
advert-ref: ಜಿ.ನ.ಕೋ.ಇ/ಯಾದಗಿರಿ/575/ಕೆ.ಎಸ್.ಎಂ.ಬಿ.ಎ/2025-26 [13, 661, 119, 668]
signature-line2: 1ನೇ ಮುಖ್ಯ ರಸ್ತೆ, ಗಾಂಧಿ ಬಜಾರ್, ಶಿವಮೊಗ್ಗ. [839, 377, 932, 385]
column-header: ಟೆಂಡರ್ ಸಲ್ಲಿಸಲು ಕೊನೆಯ ದಿನಾಂಕ ಹಾಗೂ ಸಮಯ [594, 144, 628, 192]
table-row: 1) 2025-26 PWD/2025-26/IND0116 50.00 [358, 971, 692, 982]
ad-court-notice [820, 1042, 936, 1420]
org-line: ಕೃಷ್ಣ ಭಾಗ್ಯ ಜಲ ನಿಗಮ ನಿಯಮಿತ [465, 433, 584, 445]
signature-line1: ಸಹಿ/- ಮುಖ್ಯ ಇಂಜಿನಿಯರ್ ವಿದ್ಯುತ್, [737, 434, 813, 442]
org-sub: (ಕರ್ನಾಟಕ ಸರ್ಕಾರದ ಅಧೀನದ ಒಂದಂಗ) [485, 446, 564, 453]
body-text [824, 1109, 932, 1193]
edition-day: ಶನಿವಾರ [10, 19, 37, 30]
column-header: ಕಾಮಗಾರಿ ಹೆಸರು [378, 950, 639, 961]
ref-date: ದಿನಾಂಕ: 03-03-2026 [290, 1092, 343, 1100]
body-paragraph: 2025-26ನೇ ಸಾಲಿನ ಪಾಲಿಕೆ ವ್ಯಾಪ್ತಿಯ ನಂ-0ನ ಕಾಮಗಾರಿಗಳಿಗೆ ಕರ್ನಾಟಕ ಸಾರ್ವಜನಿಕ ಸಂಗ್ರಹಣೆಗಳಲ್ಲಿ ಪಾರದರ್ಶಕತೆ ಕಾಯ್ದೆ ಅನ್ವಯ ನೋಂದಾಯಿತ ಅರ್ಹ ಗುತ್ತಿಗೆದಾರರಿಂದ ಇ-ಟೆಂಡರ್ ಆಹ್ವಾನಿಸಲಾಗಿದೆ. [705, 860, 813, 900]
gov-line: ಕರ್ನಾಟಕ ಸರ್ಕಾರ [158, 433, 198, 440]
advert-ref: DIPR/KVKS/MCA/1170/25-26 dt.06.03.2026 [13, 1292, 121, 1299]
edition-block [10, 4, 140, 52]
column-header: Now to be Read as [178, 921, 342, 932]
signature-line1: ನ್ಯಾಯಾಲಯದ ಆದೇಶದ ಮೇರೆಗೆ, ಸಹಿ/- [849, 1196, 932, 1204]
signature-line2: ಜಿಲ್ಲಾ ನಗರಾಭಿವೃದ್ಧಿ ಕೋಶ, ಯಾದಗಿರಿ [257, 650, 343, 658]
body-paragraph: I, KEERTHI HEGDE w/o Susham Hegde (New Name), Previously Called KIRTHI (Old Name) R/o, A. N. K. Road, Gandhi Nagara, Shivamogga-577201. Karnataka State, have changed my name as KEERTHI HEGDE, vide affidavit dated 01.03.2026 sworn n before Notary Hegde Roopa, Shivamogga. Henceforth all my transactions and dealings will be in my new name KEERTHI HEGDE. [706, 85, 932, 123]
body-text [705, 860, 813, 1038]
ad-pwd-bellary-tender [352, 864, 697, 1414]
table-row: 1) PWD/2025-26/RD/WORK_INDENT34190 300.00 [358, 1129, 692, 1140]
eoi-heading-line2: ಟೆಂಡರ್ ಸಲ್ಲಿಕೆಯ ಕೊನೆಯ ದಿನಾಂಕ ವಿಸ್ತರಣೆ [705, 253, 813, 265]
court-title-line2: ಸಂಚಾರಿ ನ್ಯಾಯಾಲಯ, ಕೊಪ್ಪ [845, 1068, 911, 1076]
cat2a-category-indents: CAT II(A) Category (4) RDPR/2025-26/RD/WORK_INDENT24961 (5) RDPR/2025-26/BD/WORK_INDENT24964(6) RDPR/2025-26/RD/WORK_INDENT24914 [13, 1192, 343, 1209]
ref-date: ದಿನಾಂಕ: 06.03.2026 [290, 100, 343, 108]
email2: : dudc_yadgiri@yahoo.com [264, 475, 343, 483]
signature-line1: ಸಹಿ/- ಕಾರ್ಯನಿರ್ವಾಹಕ ಅಭಿಯಂತರರು, [600, 1193, 692, 1201]
body-paragraph: 2025-26 ನೇ ಸಾಲಿಗೆ ಗದಗ ಜಿಲ್ಲೆಯಲ್ಲಿ ಎನ್.ಹೆಚ್.ಎಂ ಯೋಜನೆಯಡಿ ಮಂಜೂರಾದ ಬ್ಲಾಕ್ ಮಟ್ಟದ ಸಾರ್ವಜನಿಕ ಆರೋಗ್ಯ ಘಟಕ (Block Level Public Health Unit) ಗಳಿಗೆ ಅಗತ್ಯವಿರುವ ಪೀಠೋಪಕರಣ ಹಾಗೂ ಉಪಕರಣಗಳನ್ನು ಇ-ಪ್ರೊಕ್ಯೂರ್ಮೆಂಟ್ ಮುಖಾಂತರ ಖರೀದಿಸಲು ಅಂದಾಜು ಮೊತ್ತ ರೂ.17,31,600 ಗಳಿಗೆ ಇ-ಟೆಂಡರ್ ಆಹ್ವಾನಿಸಲಾಗಿದೆ. ಇಎಂಡಿ ಮೊತ್ತ ರೂ.43,290/-. ಟೆಂಡರ್ ಸಲ್ಲಿಸಲು ಪ್ರಾರಂಭ ದಿನಾಂಕ 05/03/2026 ರಿಂದ ಕೊನೆಯ ದಿನಾಂಕ 20/03/2026 ರಂದು ಸಂಜೆ 05:30 ಗಂಟೆಯವರೆಗೆ. ನಿಗದಿತ ಅವಧಿಯ ನಂತರ ಸಲ್ಲಿಸುವ ಟೆಂಡರ್‌ಗಳನ್ನು ಸ್ವೀಕರಿಸಲಾಗುವುದಿಲ್ಲ. ಹೆಚ್ಚಿನ ಮಾಹಿತಿಗಾಗಿ ಇ-ಪ್ರೊಕ್ಯೂರ್ಮೆಂಟ್ ವೆಬ್‌ಸೈಟ್ https://kppp.karnataka.gov.in/ ನಲ್ಲಿ ವೀಕ್ಷಿಸಬಹುದು. [13, 132, 343, 176]
advert-ref: ಸಂಖ್ಯೆ:ಮಾಸಂಇ/ಪ್ರಕಟಣೆ/779/ಕೆಎಸ್ಎಂಬಿ/2025-26 [357, 652, 455, 659]
signature-line1: ಸಹಿ/- ಕಾರ್ಯನಿರ್ವಾಹಕ ಅಭಿಯಂತರರು, [600, 632, 692, 640]
fax: ಫ್ಯಾಕ್ಸ್: 08473 253701 [13, 475, 72, 483]
cat-iia-indents: CAT-IIA: 8) PWD/2025-26/RD/WORK_INDENT33867 [13, 910, 180, 918]
table-row: 9) PWD/2025-26/RD/WORK_INDENT34314 (General Category) 81.93 [358, 1055, 692, 1066]
change-of-name-heading: CHANGE OF NAME [706, 68, 932, 82]
ref-date: ದಿನಾಂಕ : 05-03-2026 [637, 94, 692, 102]
column-middle [352, 64, 697, 1418]
ref-number: ಸಂಖ್ಯೆ:ಕಾಅ/ಲೋಇ/ಬಿಎಲ್-2/ಟಿಡಬ್ಲ್ಯೂ/2025-26/6386 [357, 900, 483, 908]
table-row: i) Ballari City Assembly Constituency [358, 961, 692, 972]
email1: E-mail: ka.yadgiri.dudc@gmail.com [241, 463, 343, 471]
table-row: 3) PWD/2025-26/IND0228 50.00 [358, 992, 692, 1003]
page-title: ಜಾಹೀರಾತು [407, 8, 538, 46]
ad-public-legal-notice [820, 146, 936, 1038]
ad-yadgiri-dudc-tender [8, 428, 348, 778]
org-sub: (ಕರ್ನಾಟಕ ಸರ್ಕಾರದ ಸ್ವಾಮ್ಯಕ್ಕೆ ಒಳಪಟ್ಟಿದೆ) [718, 167, 800, 174]
ad-gadag-health-tender [8, 64, 348, 424]
table-row: 5) PWD/2025-26/IND0230 50.00 [358, 1013, 692, 1024]
office-address: ಕಾರ್ಯನಿರ್ವಾಹಕ ಅಭಿಯಂತರರ ಕಛೇರಿ, ಕೃಷ್ಣಾ ಕಾಡಾ, ಬವಿಸ, ನಿರ್ಮಿತಿ ವಿಭಾಗ, ರಾಂಪುರ (ಎಸ್). ದೂರವಾಣಿ ಸಂಖ್ಯೆ: 08488–224328, [391, 454, 658, 461]
table-row: 2) PWD/2025-26/IND0227 50.00 [358, 982, 692, 993]
table-row: 1) ಟೆಂಡರ್ ಸಲ್ಲಿಸಲು ಕೊನೆಯ ದಿನಾಂಕ: 23.03.2026 (ಸಂಜೆ 17:30 ಗಂಟೆಯವರೆಗೆ) 1) ಟೆಂಡರ್ ಸಲ್ಲಿಸಲು ಕೊನೆಯ ದಿನಾಂಕ: 13.03.2026 (ಸಂಜೆ 17:30 ಗಂಟೆಯವರೆಗೆ) [14, 931, 343, 949]
corrigendum-heading: ಟೆಂಡರ್ ತಿದ್ದುಪಡಿ ಪ್ರಕಟಣೆ [139, 836, 217, 847]
table-row: 7) PWD/2025-26/RD/WORK_INDENT34010 (General Category) 50.00 [358, 1034, 692, 1045]
column-header: As per Notification dates [14, 921, 179, 932]
ad-change-of-name [701, 64, 937, 142]
tender-reference-number: Tender Reference Number :DHFWS/2025-26/IND/2324 [13, 179, 190, 187]
body-paragraph: ನಿಗದಿತ ಅವಧಿಯೊಳಗೆ ಯಾವುದೇ ಆಕ್ಷೇಪಣೆ ಸ್ವೀಕೃತವಾಗದಿದ್ದಲ್ಲಿ ಸದರಿ ಜಮೀನಿನ ಮೇಲೆ ಯಾವುದೇ ಬಾಧ್ಯತೆ ಇಲ್ಲವೆಂದು ಪರಿಗಣಿಸಿ ನನ್ನ ಕಕ್ಷಿದಾರರು ಕ್ರಯ ವ್ಯವಹಾರವನ್ನು ಮುಂದುವರಿಸುವರು ಎಂದು ಈ ಮೂಲಕ ತಿಳಿಸಲಾಗಿದೆ. [824, 290, 932, 331]
masthead [0, 0, 945, 58]
intro-paragraph: ಸಮಿತಿಯ ಮುಖ್ಯ ಮಾರುಕಟ್ಟೆ ಪ್ರಾಂಗಣದ 2025-26 ನೇ ಸಾಲಿನ ಕ್ರಿಯಾ ಯೋಜನೆಯಡಿ ಕೆಳಗೆ ನಮೂದಿಸಲಾದ ಕಾಮಗಾರಿಗಳಿಗೆ ಅರ್ಹ ನೋಂದಾಯಿತ ಗುತ್ತಿಗೆದಾರರಿಂದ ಕೆ.ಪಿ.ಪಿ. ಪೋರ್ಟಲ್ ಮುಖಾಂತರ ಇ-ಟೆಂಡರ್ ಆಹ್ವಾನಿಸಲಾಗಿದೆ. [357, 123, 692, 141]
imprint-footer [0, 1424, 945, 1462]
table-row: 4) ಉಳಿದ ಷರತ್ತುಗಳು ಯಥಾವತ್ತಾಗಿರುತ್ತವೆ. [14, 970, 343, 981]
gov-line: ಕರ್ನಾಟಕ ಸರ್ಕಾರ [504, 869, 545, 876]
nhm-emblem-icon [60, 72, 80, 92]
gov-line: ಕರ್ನಾಟಕ ಸರ್ಕಾರ [158, 1069, 198, 1076]
ref-number: ಸಂಖ್ಯೆ/ಹೆಸ್ಕಾಂ/ಮುಇಂ(ವಿ)/ಇಇ-ಐಟಿ2/2025-26/cys-25492 [705, 213, 795, 228]
ref-number: ಕ್ರ.ಸಂ:ಜಿಆಕುಕಸೊ/ಎನ್.ಹೆಚ್.ಎಂ/BPHU-ಟೆಂಡರ್/487/2025-26 [13, 100, 162, 108]
table-row: 02 ಮಾರುಕಟ್ಟೆ ಪ್ರಾಂಗಣದ ಕೃಷಿ ಉತ್ಪನ್ನ ವಹಿವಾಟು ಪ್ರದೇಶದಲ್ಲಿ ವಿದ್ಯುತ್ ದೀಪಗಳ ನಿರ್ವಹಣೆ ಹಾಗೂ ದುರಸ್ತಿ ಕಾಮಗಾರಿ (ಕ್ರಿಯಾ ಯೋಜನೆ 2025-26) ರೂ. 8.46 11,000.00 25-03-2026 5.30 ಗಂಟೆ 27-03-2026 ಬೆಳಿಗ್ಗೆ 11.00 ಗಂಟೆ 02-04-2026 ಸಂಜೆ 4.30 ಗಂಟೆ [358, 240, 692, 266]
imprint-line: Hosadigantha kannada daily Printed & Published by P.S. Prakash on behalf of Jnanabharathi Prakashana Limited. Printed at Digantha Mudrana, New Thirthahalli Road, Shivamogga - 577201 and Published at 'Madhura Nilaya', 4th Cross, Durgigudi, Park Extension, Shivamogga 577202. Ph: (08182) 401752, 8861209076. Editor : P.S. Prakash, Group Editor : Vinayak S. Bhat. [53, 1431, 892, 1452]
corporation-emblem-icon [705, 798, 720, 813]
signature-line2: ಲೋಕೋಪಯೋಗಿ ಇ/ವಿಭಾಗ, ಧಾರವಾಡ [251, 994, 343, 1002]
